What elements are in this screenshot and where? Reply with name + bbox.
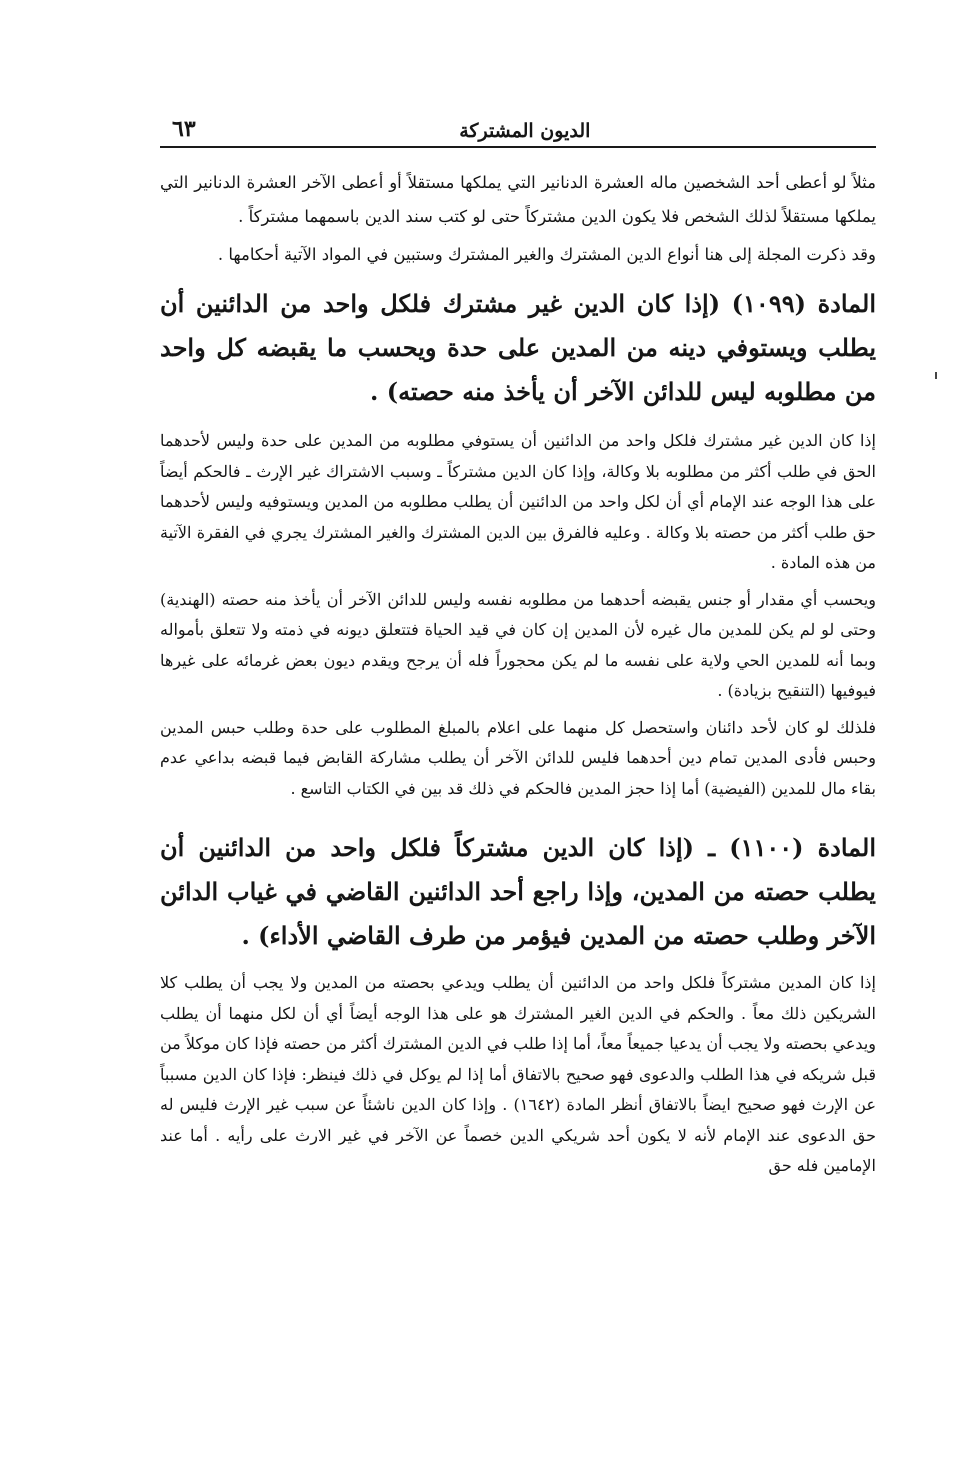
commentary-paragraph-1: إذا كان الدين غير مشترك فلكل واحد من الدائنين أن يستوفي مطلوبه من المدين على حدة وليس لأحدهما الحق في طلب أكثر من مطلوبه بلا وكالة، وإذا كان الدين مشتركاً ـ وسبب الاشتراك غير الإرث ـ فالحكم أيضاً على هذا الوجه عند الإمام أي أن لكل واحد من الدائنين أن يطلب مطلوبه من المدين ويستوفيه وليس لأحدهما حق طلب أكثر من حصته بلا وكالة . وعليه فالفرق بين الدين المشترك والغير المشترك يجري في الفقرة الآتية من هذه المادة . [160,431,876,572]
page-number: ٦٣ [172,116,196,142]
margin-mark [935,372,937,379]
intro-paragraph: مثلاً لو أعطى أحد الشخصين ماله العشرة الدنانير التي يملكها مستقلاً أو أعطى الآخر العشرة الدنانير التي يملكها مستقلاً لذلك الشخص فلا يكون الدين مشتركاً حتى لو كتب سند الدين باسمهما مشتركاً . [160,173,876,226]
commentary-paragraph-3: فلذلك لو كان لأحد دائنان واستحصل كل منهما على اعلام بالمبلغ المطلوب على حدة وطلب حبس المدين وحبس فأدى المدين تمام دين أحدهما فليس للدائن الآخر أن يطلب مشاركة القابض فيما قبضه بداعي عدم بقاء مال للمدين (الفيضية) أما إذا حجز المدين فالحكم في ذلك قد بين في الكتاب التاسع . [160,717,876,798]
article-1099: المادة (١٠٩٩) (إذا كان الدين غير مشترك فلكل واحد من الدائنين أن يطلب ويستوفي دينه من المدين على حدة ويحسب ما يقبضه كل واحد من مطلوبه ليس للدائن الآخر أن يأخذ منه حصته) . [160,289,876,406]
commentary-paragraph-2: ويحسب أي مقدار أو جنس يقبضه أحدهما من مطلوبه نفسه وليس للدائن الآخر أن يأخذ منه حصته (الهندية) وحتى لو لم يكن للمدين مال غيره لأن المدين إن كان في قيد الحياة فتتعلق ديونه في ذمته ولا تتعلق بأمواله وبما أنه للمدين الحي ولاية على نفسه ما لم يكن محجوراً فله أن يرجح ويقدم ديون بعض غرمائه على غيرها فيوفيها (التنقيح بزيادة) . [160,589,877,700]
page-header [160,108,876,148]
book-page [160,108,876,1182]
intro-paragraph-2: وقد ذكرت المجلة إلى هنا أنواع الدين المشترك والغير المشترك وستبين في المواد الآتية أحكامها . [217,245,876,264]
running-title: الديون المشتركة [459,120,591,142]
article-1100: المادة (١١٠٠) ـ (إذا كان الدين مشتركاً فلكل واحد من الدائنين أن يطلب حصته من المدين، وإذا راجع أحد الدائنين القاضي في غياب الدائن الآخر وطلب حصته من المدين فيؤمر من طرف القاضي الأداء) . [160,833,877,950]
commentary-paragraph-4: إذا كان المدين مشتركاً فلكل واحد من الدائنين أن يطلب ويدعي بحصته من المدين ولا يجب أن يطلب كلا الشريكين ذلك معاً . والحكم في الدين الغير المشترك هو على هذا الوجه أيضاً أي أن لكل منهما أن يطلب ويدعي بحصته ولا يجب أن يدعيا جميعاً معاً، أما إذا طلب في الدين المشترك أكثر من حصته فإذا كان موكلاً من قبل شريكه في هذا الطلب والدعوى فهو صحيح بالاتفاق أما إذا لم يوكل في ذلك فينظر: فإذا كان الدين مسبباً عن الإرث فهو صحيح ايضاً بالاتفاق أنظر المادة (١٦٤٢) . وإذا كان الدين ناشئاً عن سبب غير الإرث فليس له حق الدعوى عند الإمام لأنه لا يكون أحد شريكي الدين خصماً عن الآخر في غير الارث على رأيه . أما عند الإمامين فله حق [160,973,877,1175]
